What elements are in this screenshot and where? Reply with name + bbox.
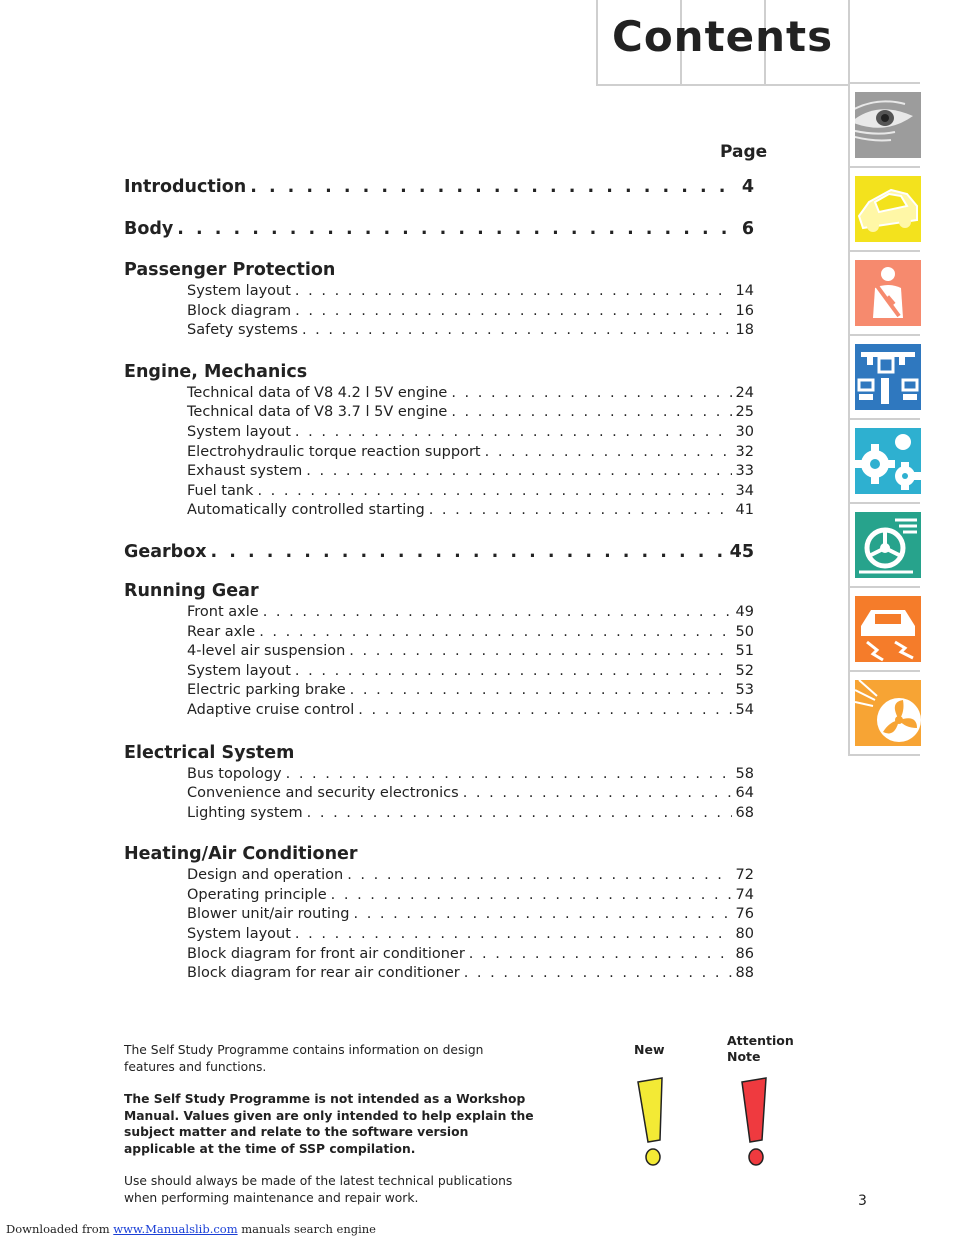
- toc-entry[interactable]: [187, 423, 754, 443]
- dot-leader: [295, 662, 732, 682]
- footer-prefix: Downloaded from: [6, 1222, 110, 1236]
- legend-new-label: New: [634, 1042, 665, 1057]
- footer-suffix: manuals search engine: [241, 1222, 376, 1236]
- toc-entry[interactable]: [187, 384, 754, 404]
- toc-entry[interactable]: [187, 482, 754, 502]
- toc-page-number: 76: [735, 906, 754, 923]
- toc-page-number: 74: [735, 886, 754, 903]
- chapter-tab-body[interactable]: [848, 168, 920, 252]
- toc-section-title: Passenger Protection: [124, 260, 336, 280]
- toc-section-title: Gearbox: [124, 541, 207, 562]
- toc-entry-title: Safety systems: [187, 322, 298, 339]
- toc-entry-title: Fuel tank: [187, 482, 254, 499]
- toc-entry[interactable]: [187, 784, 754, 804]
- dot-leader: [485, 443, 732, 463]
- dot-leader: [250, 174, 738, 200]
- toc-page-number: 88: [735, 965, 754, 982]
- toc-page-number: 34: [735, 482, 754, 499]
- dot-leader: [295, 302, 731, 322]
- note-paragraph: Use should always be made of the latest technical publications when performing maintenance and repair work.: [124, 1174, 513, 1205]
- dot-leader: [211, 539, 726, 565]
- dot-leader: [353, 905, 731, 925]
- note-paragraph: The Self Study Programme contains information on design features and functions.: [124, 1043, 484, 1074]
- dot-leader: [177, 216, 738, 242]
- toc-entry[interactable]: [187, 462, 754, 482]
- page-column-label: Page: [720, 142, 768, 162]
- toc-entry-title: System layout: [187, 283, 291, 299]
- dot-leader: [295, 423, 732, 443]
- toc-entry[interactable]: [187, 681, 754, 701]
- toc-page-number: 72: [735, 867, 754, 884]
- chapter-tab-engine[interactable]: [848, 336, 920, 420]
- dot-leader: [331, 886, 732, 906]
- toc-entry-title: System layout: [187, 423, 291, 440]
- toc-entry[interactable]: [187, 866, 754, 886]
- dot-leader: [295, 282, 732, 302]
- toc-entry[interactable]: [187, 302, 754, 322]
- toc-entry-title: Block diagram: [187, 302, 292, 319]
- toc-page-number: 6: [741, 219, 754, 239]
- dot-leader: [464, 964, 732, 984]
- toc-entry[interactable]: [187, 662, 754, 682]
- chapter-tab-introduction[interactable]: [848, 84, 920, 168]
- dot-leader: [451, 384, 731, 404]
- dot-leader: [349, 642, 731, 662]
- chapter-tab-passenger-protection[interactable]: [848, 252, 920, 336]
- toc-section-title: Engine, Mechanics: [124, 361, 308, 382]
- toc-entry-title: Front axle: [187, 603, 259, 620]
- toc-entry[interactable]: [187, 886, 754, 906]
- page-title: Contents: [612, 12, 834, 61]
- dot-leader: [259, 623, 731, 643]
- toc-page-number: 25: [735, 404, 754, 421]
- dot-leader: [469, 945, 732, 965]
- dot-leader: [286, 765, 732, 785]
- dot-leader: [307, 804, 732, 824]
- toc-page-number: 49: [735, 603, 754, 620]
- toc-section-body[interactable]: [124, 216, 754, 242]
- dot-leader: [429, 501, 732, 521]
- chapter-tab-running-gear[interactable]: [848, 504, 920, 588]
- toc-page-number: 68: [735, 804, 754, 821]
- toc-page-number: 54: [735, 701, 754, 718]
- toc-page-number: 4: [741, 177, 754, 197]
- toc-entry[interactable]: [187, 804, 754, 824]
- toc-page-number: 30: [735, 423, 754, 440]
- dot-leader: [463, 784, 732, 804]
- toc-entry-title: 4-level air suspension: [187, 643, 346, 660]
- toc-entry-title: Exhaust system: [187, 463, 303, 480]
- table-of-contents: [124, 174, 754, 984]
- toc-entry-title: Adaptive cruise control: [187, 701, 355, 718]
- toc-page-number: 53: [735, 682, 754, 699]
- toc-entry[interactable]: [187, 501, 754, 521]
- gear-icon: [855, 428, 921, 494]
- exclamation-new-icon: [634, 1076, 670, 1168]
- toc-section-title: Heating/Air Conditioner: [124, 844, 358, 865]
- toc-section-introduction[interactable]: [124, 174, 754, 200]
- car-body-icon: [855, 176, 921, 242]
- exclamation-attention-icon: [736, 1076, 772, 1168]
- toc-entry-title: Design and operation: [187, 867, 344, 884]
- toc-entry-title: Lighting system: [187, 804, 303, 821]
- toc-page-number: 80: [735, 926, 754, 943]
- dot-leader: [257, 482, 731, 502]
- toc-entry[interactable]: [187, 321, 754, 341]
- dot-leader: [358, 701, 731, 721]
- toc-entry-title: System layout: [187, 926, 291, 943]
- toc-section-title: Introduction: [124, 177, 247, 197]
- page-number: 3: [858, 1193, 867, 1209]
- chapter-tab-gearbox[interactable]: [848, 420, 920, 504]
- toc-section-title: Running Gear: [124, 580, 259, 601]
- toc-page-number: 86: [735, 945, 754, 962]
- toc-page-number: 24: [735, 384, 754, 401]
- engine-icon: [855, 344, 921, 410]
- toc-entry-title: Rear axle: [187, 623, 256, 640]
- dot-leader: [295, 925, 732, 945]
- toc-section-passenger-protection: [124, 258, 754, 341]
- toc-entry-title: Electric parking brake: [187, 682, 346, 699]
- legend-attention-line: Attention: [727, 1033, 794, 1048]
- download-footer: [6, 1222, 376, 1236]
- toc-page-number: 41: [735, 502, 754, 519]
- seatbelt-icon: [855, 260, 921, 326]
- toc-entry-title: Blower unit/air routing: [187, 906, 350, 923]
- toc-page-number: 14: [735, 283, 754, 299]
- toc-entry-title: Bus topology: [187, 765, 282, 782]
- disclaimer-text: [124, 1042, 534, 1222]
- toc-entry[interactable]: [187, 905, 754, 925]
- chapter-tab-heating[interactable]: [848, 672, 920, 756]
- toc-entry-title: Convenience and security electronics: [187, 785, 459, 802]
- toc-entry[interactable]: [187, 701, 754, 721]
- toc-page-number: 50: [735, 623, 754, 640]
- car-electrical-icon: [855, 596, 921, 662]
- dot-leader: [451, 403, 731, 423]
- toc-page-number: 64: [735, 785, 754, 802]
- legend-attention-line: Note: [727, 1049, 761, 1064]
- toc-entry[interactable]: [187, 282, 754, 302]
- dot-leader: [350, 681, 732, 701]
- toc-entry[interactable]: [187, 603, 754, 623]
- steering-wheel-icon: [855, 512, 921, 578]
- toc-entry-title: Block diagram for front air conditioner: [187, 945, 465, 962]
- chapter-tab-electrical[interactable]: [848, 588, 920, 672]
- toc-section-electrical: [124, 741, 754, 824]
- eye-icon: [855, 92, 921, 158]
- manualslib-link[interactable]: www.Manualslib.com: [113, 1222, 238, 1236]
- dot-leader: [302, 321, 732, 341]
- toc-page-number: 45: [729, 541, 754, 562]
- dot-leader: [306, 462, 731, 482]
- toc-page-number: 51: [735, 643, 754, 660]
- toc-entry[interactable]: [187, 765, 754, 785]
- toc-entry[interactable]: [187, 443, 754, 463]
- toc-entry-title: Block diagram for rear air conditioner: [187, 965, 460, 982]
- toc-section-heating: [124, 842, 754, 984]
- toc-page-number: 58: [735, 765, 754, 782]
- header-divider: [848, 0, 850, 84]
- toc-page-number: 33: [735, 463, 754, 480]
- note-paragraph-bold: The Self Study Programme is not intended as a Workshop Manual. Values given are only intended to help explain the subject matter and relate to the software version applicable at the time of SSP compilation.: [124, 1092, 534, 1156]
- toc-entry-title: Automatically controlled starting: [187, 502, 425, 519]
- toc-section-title: Electrical System: [124, 742, 295, 763]
- toc-entry[interactable]: [187, 964, 754, 984]
- toc-entry[interactable]: [187, 623, 754, 643]
- toc-entry-title: Electrohydraulic torque reaction support: [187, 443, 481, 460]
- dot-leader: [263, 603, 732, 623]
- toc-section-running-gear: [124, 579, 754, 721]
- legend-attention-label: [727, 1033, 807, 1065]
- toc-page-number: 16: [735, 302, 754, 319]
- toc-entry[interactable]: [187, 945, 754, 965]
- toc-entry[interactable]: [187, 403, 754, 423]
- dot-leader: [347, 866, 731, 886]
- toc-page-number: 32: [735, 443, 754, 460]
- toc-section-engine: [124, 360, 754, 521]
- toc-entry-title: System layout: [187, 662, 291, 679]
- toc-entry-title: Technical data of V8 3.7 l 5V engine: [187, 404, 448, 421]
- toc-entry[interactable]: [187, 642, 754, 662]
- toc-entry[interactable]: [187, 925, 754, 945]
- toc-entry-title: Operating principle: [187, 886, 327, 903]
- toc-page-number: 18: [735, 322, 754, 339]
- fan-icon: [855, 680, 921, 746]
- toc-section-title: Body: [124, 219, 174, 239]
- toc-page-number: 52: [735, 662, 754, 679]
- toc-section-gearbox[interactable]: [124, 539, 754, 565]
- toc-entry-title: Technical data of V8 4.2 l 5V engine: [187, 384, 448, 401]
- chapter-tabs: [848, 84, 920, 756]
